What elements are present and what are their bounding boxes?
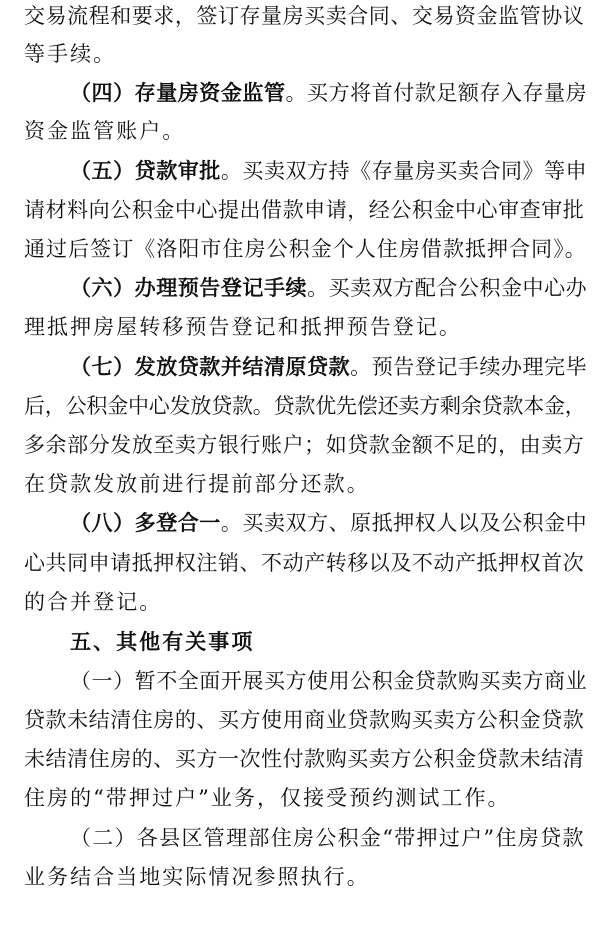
text-run: 交易流程和要求，签订存量房买卖合同、交易资金监管协议 [24, 4, 585, 28]
paragraph-line [24, 307, 586, 347]
paragraph-line [24, 582, 586, 622]
text-run: 业务结合当地实际情况参照执行。 [24, 865, 370, 889]
text-run: 。买卖双方持《存量房买卖合同》等申 [220, 159, 588, 183]
text-run: 。买卖双方、原抵押权人以及公积金中 [220, 511, 588, 535]
item-title: （五）贷款审批 [70, 159, 221, 183]
paragraph-line [24, 111, 586, 151]
text-run: 的合并登记。 [24, 590, 163, 614]
paragraph-line [24, 0, 586, 36]
paragraph-line [70, 661, 586, 701]
text-run: 请材料向公积金中心提出借款申请，经公积金中心审查审批 [24, 198, 585, 222]
text-run: 多余部分发放至卖方银行账户；如贷款金额不足的，由卖方 [24, 433, 585, 457]
paragraph-line [24, 739, 586, 779]
paragraph-line [24, 229, 586, 269]
text-run: 。买卖双方配合公积金中心办 [307, 276, 588, 300]
paragraph-line [24, 34, 586, 74]
text-run: 理抵押房屋转移预告登记和抵押预告登记。 [24, 315, 462, 339]
paragraph-line [24, 543, 586, 583]
paragraph-line [24, 700, 586, 740]
text-run: 心共同申请抵押权注销、不动产转移以及不动产抵押权首次 [24, 551, 585, 575]
paragraph-line [70, 818, 586, 858]
text-run: 住房的“带押过户”业务，仅接受预约测试工作。 [24, 786, 511, 810]
paragraph-line [24, 778, 586, 818]
text-run: 。预告登记手续办理完毕 [350, 355, 588, 379]
paragraph-line [24, 857, 586, 897]
paragraph-line [24, 190, 586, 230]
text-run: 。买方将首付款足额存入存量房 [285, 81, 588, 105]
paragraph-line [70, 347, 586, 387]
paragraph-line [24, 425, 586, 465]
item-title: （四）存量房资金监管 [70, 81, 286, 105]
item-title: （六）办理预告登记手续 [70, 276, 308, 300]
text-run: 在贷款发放前进行提前部分还款。 [24, 472, 370, 496]
section-heading-text: 五、其他有关事项 [70, 630, 255, 654]
paragraph-line [70, 503, 586, 543]
text-run: 贷款未结清住房的、买方使用商业贷款购买卖方公积金贷款 [24, 708, 585, 732]
text-run: 等手续。 [24, 42, 117, 66]
paragraph-line [70, 151, 586, 191]
section-heading [70, 622, 586, 662]
text-run: 通过后签订《洛阳市住房公积金个人住房借款抵押合同》。 [24, 237, 587, 261]
item-title: （七）发放贷款并结清原贷款 [70, 355, 351, 379]
text-run: （二）各县区管理部住房公积金“带押过户”住房贷款 [70, 826, 585, 850]
text-run: 后，公积金中心发放贷款。贷款优先偿还卖方剩余贷款本金， [24, 394, 586, 418]
text-run: （一）暂不全面开展买方使用公积金贷款购买卖方商业 [70, 669, 588, 693]
paragraph-line [24, 386, 586, 426]
paragraph-line [70, 268, 586, 308]
paragraph-line [24, 464, 586, 504]
paragraph-line [70, 73, 586, 113]
text-run: 未结清住房的、买方一次性付款购买卖方公积金贷款未结清 [24, 747, 585, 771]
item-title: （八）多登合一 [70, 511, 221, 535]
text-run: 资金监管账户。 [24, 119, 186, 143]
